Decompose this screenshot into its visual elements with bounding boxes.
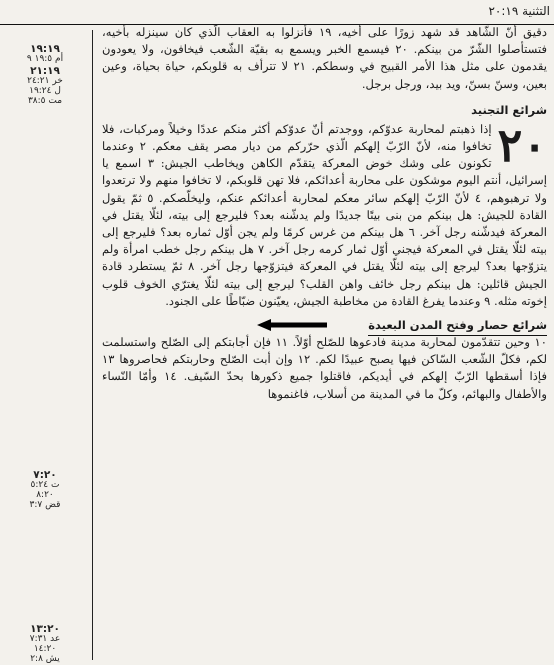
paragraph: إذا ذهبتم لمحاربة عدوّكم، ووجدتم أنّ عدوّكم أكثر منكم عددًا وخيلاً ومركبات، فلا تخافوا منه، لأنّ الرّبّ إلهكم الّذي حرّركم من ديار مصر يقف معكم. ٢ وعندما تكونون على وشك خوض المعركة يتقدّم الكاهن ويخاطب الجيش: ٣ اسمع يا إسرائيل، أنتم اليوم موشكون على محاربة أعدائكم، فلا تهن قلوبكم، لا تخافوا منهم ولا ترتعدوا ولا ترهبوهم، ٤ لأنّ الرّبّ إلهكم سائر معكم لمحاربة أعدائكم عنكم، وليخلّصكم. ٥ ثمّ يقول القادة للجيش: هل بينكم من بنى بيتًا جديدًا ولم يدشّنه بعد؟ فليرجع إلى بيته، لئلّا يقتل في المعركة فيدشّنه رجل آخر. ٦ هل بينكم من غرس كرمًا ولم يجن أوّل ثماره بعد؟ فليرجع إلى بيته لئلّا يقتل في المعركة فيجني أوّل ثمار كرمه رجل آخر. ٧ هل بينكم رجل خطب امرأة ولم يتزوّجها بعد؟ ليرجع إلى بيته لئلّا يقتل في المعركة فيتزوّجها رجل آخر. ٨ ثمّ يستطرد قادة الجيش قائلين: هل بينكم رجل خائف واهن القلب؟ ليرجع إلى بيته لئلّا يغترّي الخوف قلوب إخوته مثله. ٩ وعندما يفرغ القادة من مخاطبة الجيش، يعيّنون ضبّاطًا على الجنود. — [102, 121, 547, 308]
section-heading: شرائع حصار وفتح المدن البعيدة — [368, 315, 547, 336]
cross-reference: ٢١:١٩ خر ٢٤:٢١ ل ١٩:٢٤ مت ٣٨:٥ — [27, 65, 63, 106]
chapter-number: ٢٠ — [497, 117, 547, 172]
paragraph: ١٠ وحين تتقدّمون لمحاربة مدينة فادعوها للصّلح أوّلاً. ١١ فإن أجابتكم إلى الصّلح واستسلمت لكم، فكلّ الشّعب السّاكن فيها يصبح عبيدًا لكم. ١٢ وإن أبت الصّلح وحاربتكم فحاصروها ١٣ فإذا أسقطها الرّبّ إلهكم في أيديكم، فاقتلوا جميع ذكورها بحدّ السّيف. ١٤ وأمّا النّساء والأطفال والبهائم، وكلّ ما في المدينة من أسلاب، فاغنموها — [102, 335, 547, 401]
arrow-left-icon — [257, 319, 327, 331]
cross-reference: ٧:٢٠ ت ٥:٢٤ ٨:٢٠ قض ٣:٧ — [29, 469, 61, 510]
cross-reference: ١٣:٢٠ عد ٧:٣١ ١٤:٢٠ يش ٢:٨ — [29, 623, 61, 664]
section-heading-wrap — [102, 314, 547, 334]
scripture-text — [102, 24, 547, 660]
cross-reference: ١٩:١٩ أم ١٩:٥ ٩ — [26, 43, 64, 64]
cross-reference-column — [0, 30, 93, 664]
running-header: التثنية ٢٠:١٩ — [488, 4, 550, 18]
paragraph: دقيق أنّ الشّاهد قد شهد زورًا على أخيه، ١٩ فأنزلوا به العقاب الّذي كان سينزله بأخيه، فتستأصلوا الشّرّ من بينكم. ٢٠ فيسمع الخبر ويسمع به بقيّة الشّعب فيخافون، ولا يعودون يقدمون على مثل هذا الأمر القبيح في وسطكم. ٢١ لا تترأف به قلوبكم، حياة بحياة، وعين بعين، وسنّ بسنّ، ويد بيد، ورجل برجل. — [102, 25, 547, 91]
section-heading: شرائع التجنيد — [471, 102, 547, 117]
